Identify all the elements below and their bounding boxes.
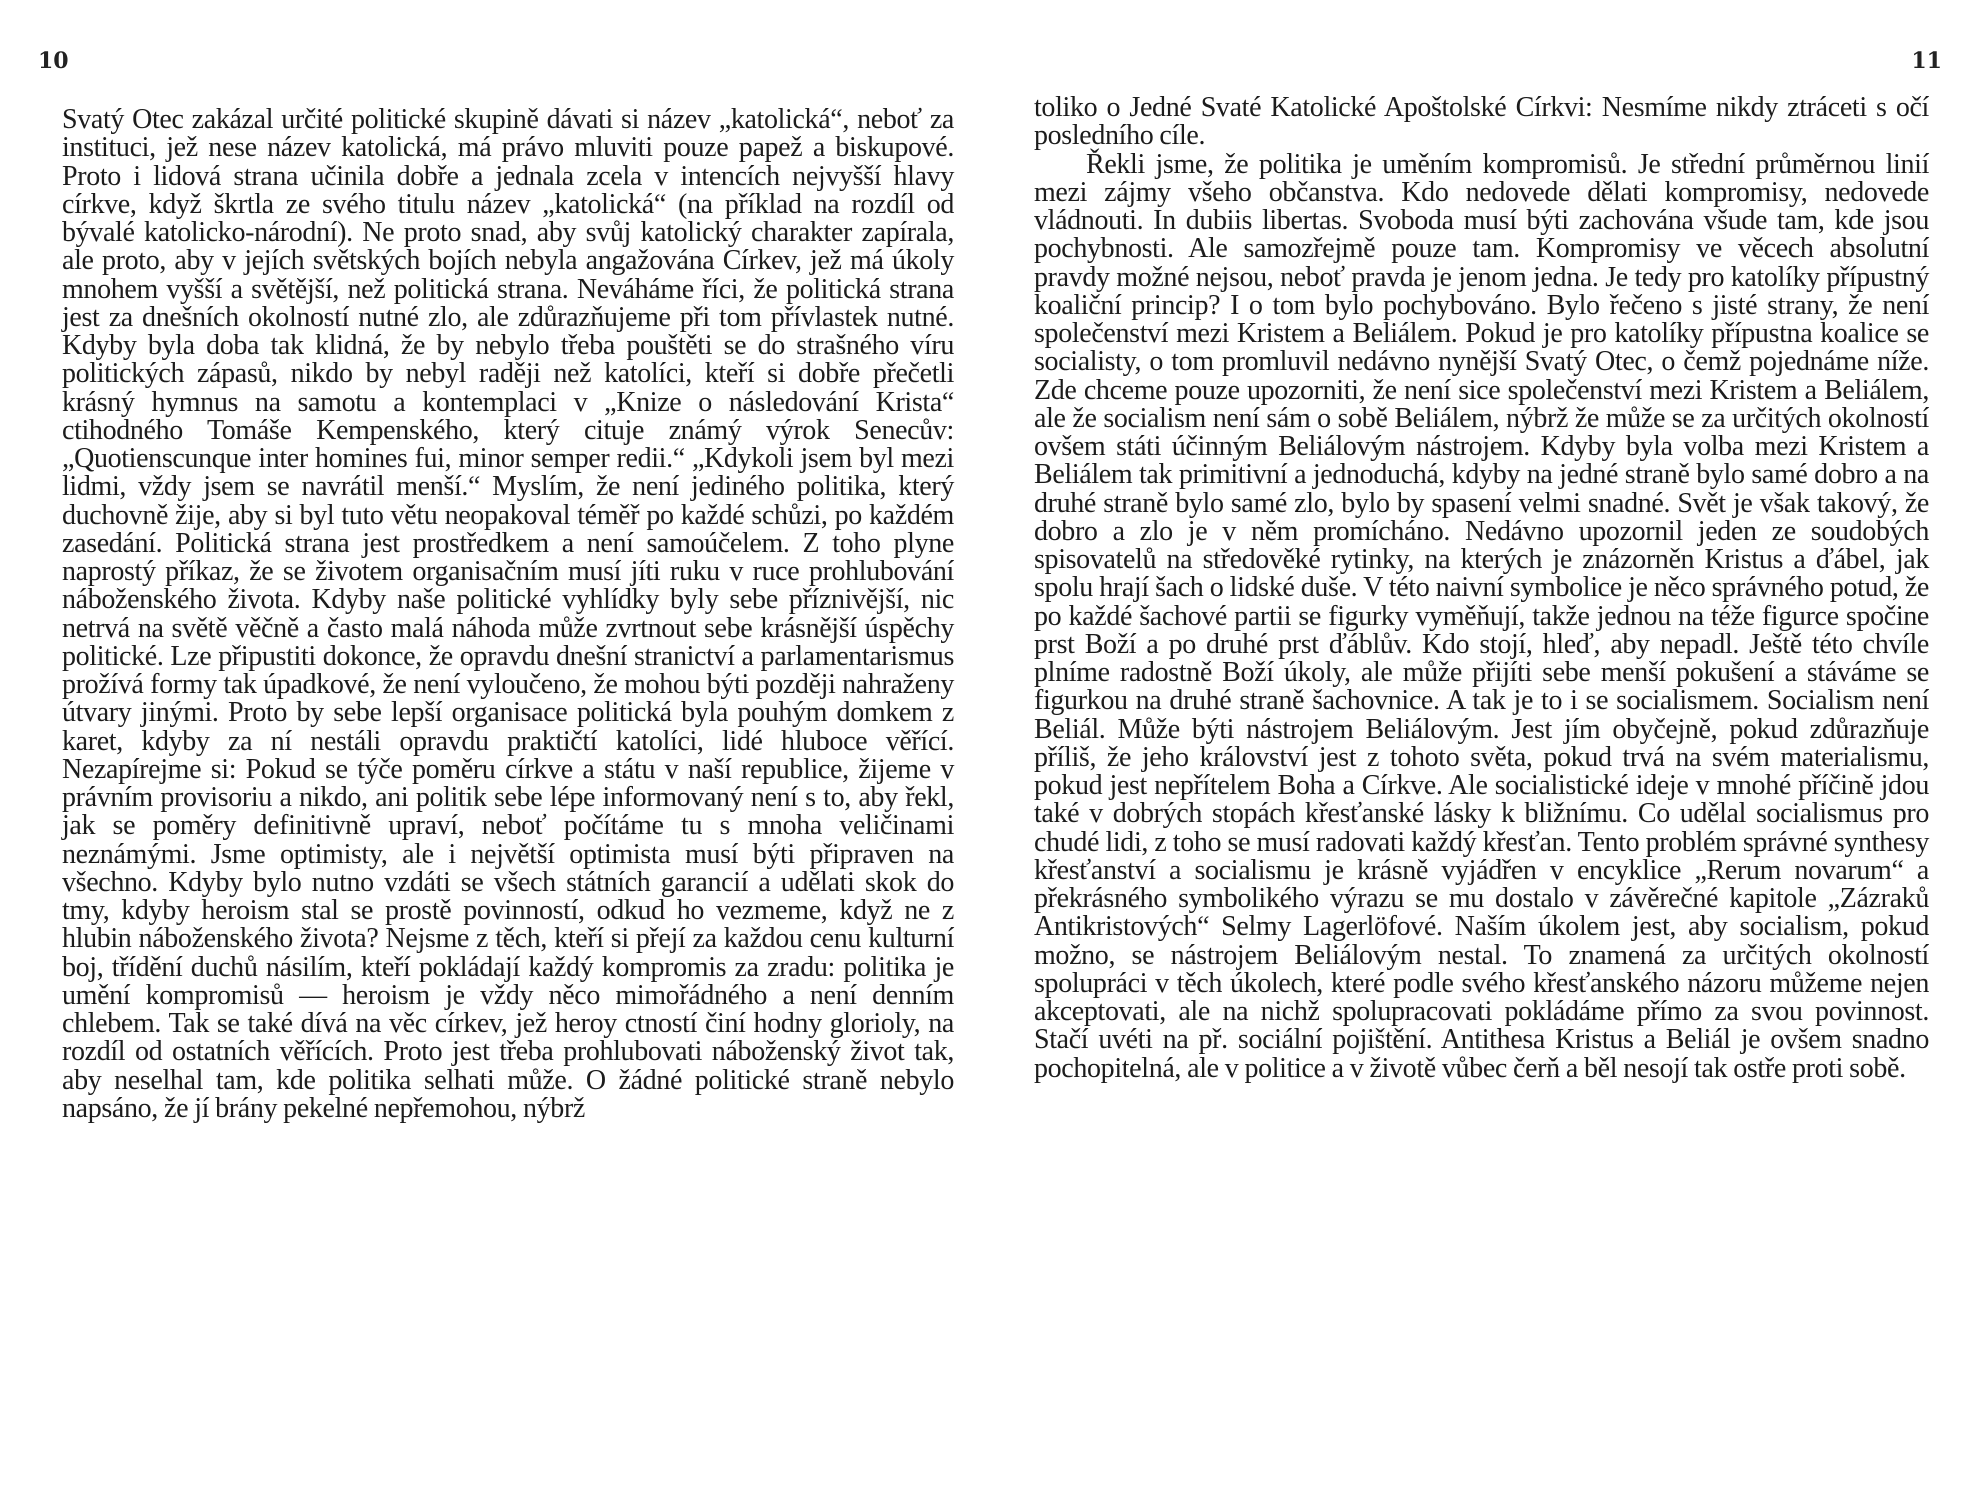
paragraph: toliko o Jedné Svaté Katolické Apoštolské Církvi: Nesmíme nikdy ztráceti s očí posledního cíle. bbox=[1034, 92, 1929, 152]
left-page-text bbox=[62, 106, 954, 1123]
right-page bbox=[983, 0, 1966, 1501]
paragraph: Řekli jsme, že politika je uměním kompromisů. Je střední průměrnou linií mezi zájmy všeho občanstva. Kdo nedovede dělati kompromisy, nedovede vládnouti. In dubiis libertas. Svoboda musí býti zachována všude tam, kde jsou pochybnosti. Ale samozřejmě pouze tam. Kompromisy ve věcech absolutní pravdy možné nejsou, neboť pravda je jenom jedna. Je tedy pro katolíky přípustný koaliční princip? I o tom bylo pochybováno. Bylo řečeno s jisté strany, že není společenství mezi Kristem a Beliálem. Pokud je pro katolíky přípustna koalice se socialisty, o tom promluvil nedávno nynější Svatý Otec, o čemž pojednáme níže. Zde chceme pouze upozorniti, že není sice společenství mezi Kristem a Beliálem, ale že socialism není sám o sobě Beliálem, nýbrž že může se za určitých okolností ovšem státi účinným Beliálovým nástrojem. Kdyby byla volba mezi Kristem a Beliálem tak primitivní a jednoduchá, kdyby na jedné straně bylo samé dobro a na druhé straně bylo samé zlo, bylo by spasení velmi snadné. Svět je však takový, že dobro a zlo je v něm promícháno. Nedávno upozornil jeden ze soudobých spisovatelů na středověké rytinky, na kterých je znázorněn Kristus a ďábel, jak spolu hrají šach o lidské duše. V této naivní symbolice je něco správného potud, že po každé šachové partii se figurky vyměňují, takže jednou na téže figurce spočine prst Boží a po druhé prst ďáblův. Kdo stojí, hleď, aby nepadl. Ještě této chvíle plníme radostně Boží úkoly, ale může přijíti sebe menší pokušení a stáváme se figurkou na druhé straně šachovnice. A tak je to i se socialismem. Socialism není Beliál. Může býti nástrojem Beliálovým. Jest jím obyčejně, pokud zdůrazňuje příliš, že jeho království jest z tohoto světa, pokud trvá na svém materialismu, pokud jest nepřítelem Boha a Církve. Ale socialistické ideje v mnohé příčině jdou také v dobrých stopách křesťanské lásky k bližnímu. Co udělal socialismus pro chudé lidi, z toho se musí radovati každý křesťan. Tento problém správné synthesy křesťanství a socialismu je krásně vyjádřen v encyklice „Rerum novarum“ a překrásného symbolikého výrazu se mu dostalo v závěrečné kapitole „Zázraků Antikristových“ Selmy Lagerlöfové. Naším úkolem jest, aby socialism, pokud možno, se nástrojem Beliálovým nestal. To znamená za určitých okolností spolupráci v těch úkolech, které podle svého křesťanského názoru můžeme nejen akceptovati, ale na nichž spolupracovati pokládáme přímo za svou povinnost. Stačí uvéti na př. sociální pojištění. Antithesa Kristus a Beliál je ovšem snadno pochopitelná, ale v politice a v životě vůbec čerň a běl nesojí tak ostře proti sobě. bbox=[1034, 148, 1929, 1084]
right-page-text bbox=[1034, 94, 1929, 1083]
page-number-right: 11 bbox=[1911, 48, 1942, 74]
paragraph: Svatý Otec zakázal určité politické skupině dávati si název „katolická“, neboť za instituci, jež nese název katolická, má právo mluviti pouze papež a biskupové. Proto i lidová strana učinila dobře a jednala zcela v intencích nejvyšší hlavy církve, když škrtla ze svého titulu název „katolická“ (na příklad na rozdíl od bývalé katolicko-národní). Ne proto snad, aby svůj katolický charakter zapírala, ale proto, aby v jejích světských bojích nebyla angažována Církev, jež má úkoly mnohem vyšší a světější, než politická strana. Neváháme říci, že politická strana jest za dnešních okolností nutné zlo, ale zdůrazňujeme při tom přívlastek nutné. Kdyby byla doba tak klidná, že by nebylo třeba pouštěti se do strašného víru politických zápasů, nikdo by nebyl raději než katolíci, kteří si dobře přečetli krásný hymnus na samotu a kontemplaci v „Knize o následování Krista“ ctihodného Tomáše Kempenského, který cituje známý výrok Senecův: „Quotienscunque inter homines fui, minor semper redii.“ „Kdykoli jsem byl mezi lidmi, vždy jsem se navrátil menší.“ Myslím, že není jediného politika, který duchovně žije, aby si byl tuto větu neopakoval téměř po každé schůzi, po každém zasedání. Politická strana jest prostředkem a není samoúčelem. Z toho plyne naprostý příkaz, že se životem organisačním musí jíti ruku v ruce prohlubování náboženského života. Kdyby naše politické vyhlídky byly sebe příznivější, nic netrvá na světě věčně a často malá náhoda může zvrtnout sebe krásnější úspěchy politické. Lze připustiti dokonce, že opravdu dnešní stranictví a parlamentarismus prožívá formy tak úpadkové, že není vyloučeno, že mohou býti později nahraženy útvary jinými. Proto by sebe lepší organisace politická byla pouhým domkem z karet, kdyby za ní nestáli opravdu praktičtí katolíci, lidé hluboce věřící. Nezapírejme si: Pokud se týče poměru církve a státu v naší republice, žijeme v právním provisoriu a nikdo, ani politik sebe lépe informovaný není s to, aby řekl, jak se poměry definitivně upraví, neboť počítáme tu s mnoha veličinami neznámými. Jsme optimisty, ale i největší optimista musí býti připraven na všechno. Kdyby bylo nutno vzdáti se všech státních garancií a udělati skok do tmy, kdyby heroism stal se prostě povinností, odkud ho vezmeme, když ne z hlubin náboženského života? Nejsme z těch, kteří si přejí za každou cenu kulturní boj, třídění duchů násilím, kteří pokládají každý kompromis za zradu: politika je umění kompromisů — heroism je vždy něco mimořádného a není denním chlebem. Tak se také dívá na věc církev, jež heroy ctností činí hodny glorioly, na rozdíl od ostatních věřících. Proto jest třeba prohlubovati náboženský život tak, aby neselhal tam, kde politika selhati může. O žádné politické straně nebylo napsáno, že jí brány pekelné nepřemohou, nýbrž bbox=[62, 104, 954, 1124]
page-number-left: 10 bbox=[38, 48, 69, 74]
